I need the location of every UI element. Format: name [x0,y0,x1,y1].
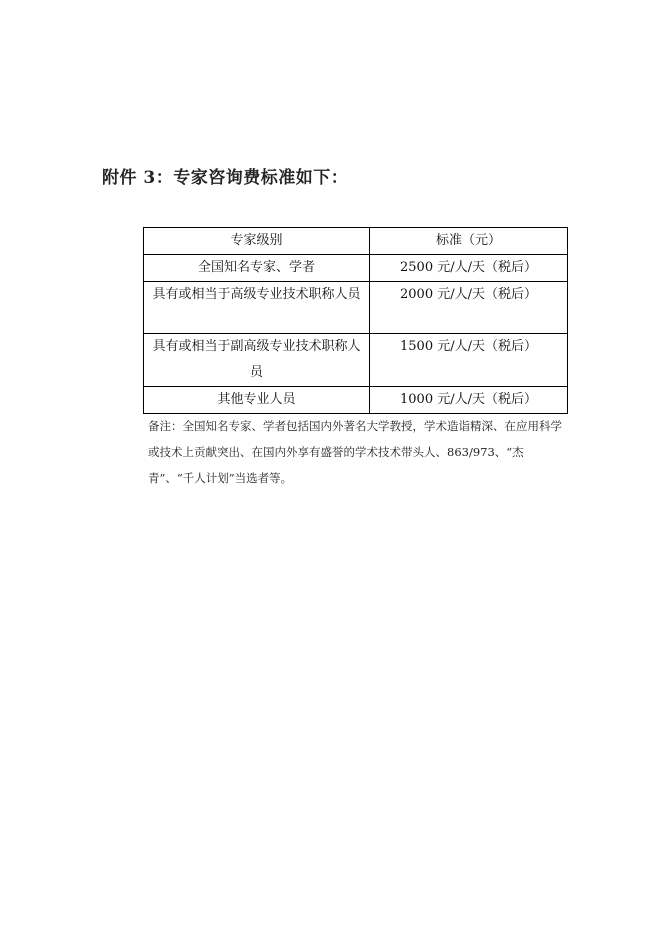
table-row [144,334,568,387]
fee-standard-table [143,227,568,414]
expert-level-cell: 其他专业人员 [144,387,370,414]
fee-standard-cell: 2000 元/人/天（税后） [370,282,568,334]
fee-standard-cell: 1000 元/人/天（税后） [370,387,568,414]
expert-level-cell: 具有或相当于副高级专业技术职称人员 [144,334,370,387]
fee-standard-cell: 2500 元/人/天（税后） [370,255,568,282]
expert-level-cell: 具有或相当于高级专业技术职称人员 [144,282,370,334]
table-row [144,387,568,414]
column-header-level: 专家级别 [144,228,370,255]
table-note: 备注：全国知名专家、学者包括国内外著名大学教授，学术造诣精深、在应用科学或技术上贡献突出、在国内外享有盛誉的学术技术带头人、863/973、“杰青”、“千人计划”当选者等。 [148,419,562,485]
fee-standard-cell: 1500 元/人/天（税后） [370,334,568,387]
table-row [144,282,568,334]
table-header-row [144,228,568,255]
table-row [144,255,568,282]
expert-level-cell: 全国知名专家、学者 [144,255,370,282]
page-title: 附件 3：专家咨询费标准如下： [102,168,349,188]
column-header-standard: 标准（元） [370,228,568,255]
